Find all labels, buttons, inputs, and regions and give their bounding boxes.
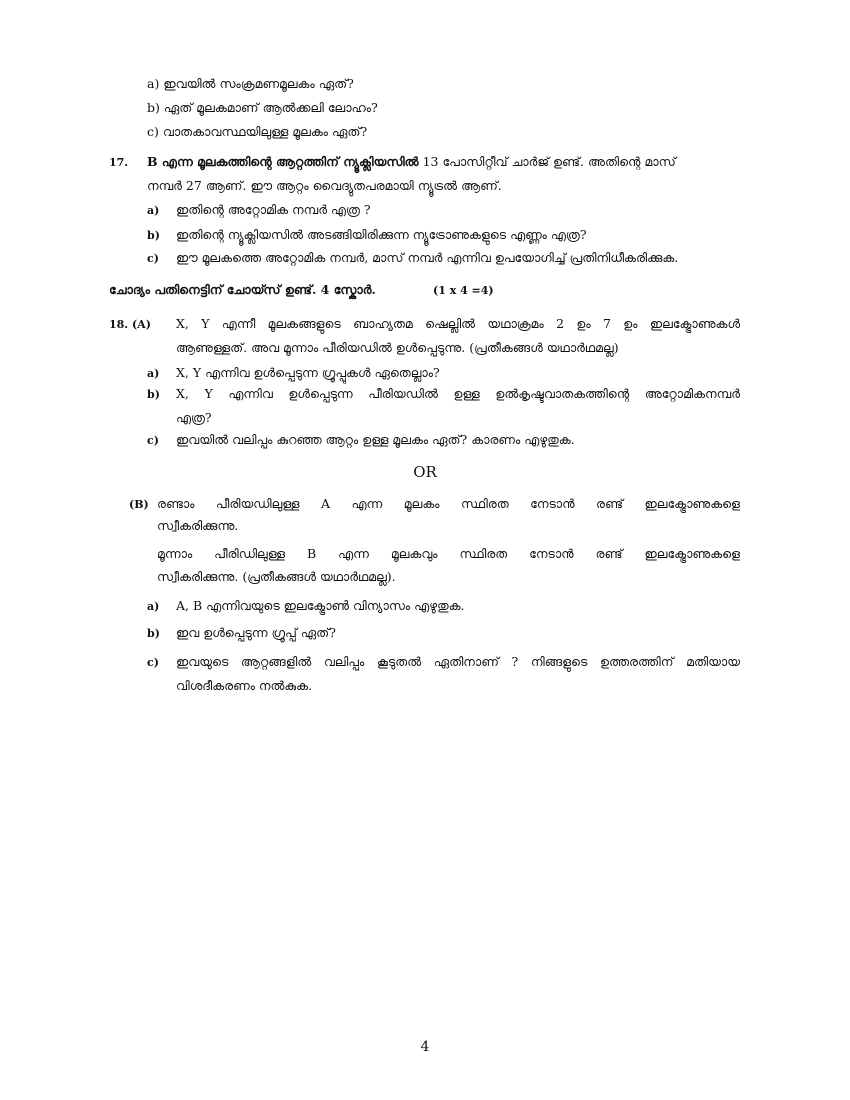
q18b-part-b-label: b) xyxy=(147,627,160,640)
q17-line1-rest: 13 പോസിറ്റീവ് ചാർജ് ഉണ്ട്. അതിന്റെ മാസ് xyxy=(418,154,676,169)
q18b-part-a-label: a) xyxy=(147,600,160,613)
part-text: ഇവയിൽ സംക്രമണമൂലകം ഏത്? xyxy=(163,76,354,91)
part-text: വാതകാവസ്ഥയിലുള്ള മൂലകം ഏത്? xyxy=(162,124,368,139)
q17-line1 xyxy=(147,154,676,170)
q17-part-a-label: a) xyxy=(147,204,160,217)
choice-score: (1 x 4 =4) xyxy=(433,284,494,297)
q18a-part-c-text: ഇവയിൽ വലിപ്പം കുറഞ്ഞ ആറ്റം ഉള്ള മൂലകം ഏത്? കാരണം എഴുതുക. xyxy=(176,432,575,447)
q17-part-b-label: b) xyxy=(147,229,160,242)
q17-part-c-label: c) xyxy=(147,252,159,265)
q18b-part-a-text: A, B എന്നിവയുടെ ഇലക്ട്രോൺ വിന്യാസം എഴുതുക. xyxy=(176,598,465,613)
q18a-line2: ആണുള്ളത്. അവ മൂന്നാം പീരിയഡിൽ ഉൾപ്പെടുന്നു. (പ്രതീകങ്ങൾ യഥാർഥമല്ല) xyxy=(176,340,619,355)
q16-part-c xyxy=(147,124,367,140)
q18b-para1-line2: സ്വീകരിക്കുന്നു. xyxy=(157,518,239,533)
q18b-part-c-cont: വിശദീകരണം നൽകുക. xyxy=(176,678,313,693)
part-label: c) xyxy=(147,124,159,139)
q18b-para2-line1: മൂന്നാം പീരിഡിലുള്ള B എന്ന മൂലകവും സ്ഥിരത നേടാൻ രണ്ട് ഇലക്ട്രോണുകളെ xyxy=(157,546,740,561)
q16-part-b xyxy=(147,100,378,116)
part-text: ഏത് മൂലകമാണ് ആൽക്കലി ലോഹം? xyxy=(163,100,378,115)
q18b-para2-line2: സ്വീകരിക്കുന്നു. (പ്രതീകങ്ങൾ യഥാർഥമല്ല). xyxy=(157,569,396,584)
q18b-label: (B) xyxy=(129,498,149,511)
q17-line2: നമ്പർ 27 ആണ്. ഈ ആറ്റം വൈദ്യുതപരമായി ന്യൂട്രൽ ആണ്. xyxy=(147,178,502,193)
or-divider: OR xyxy=(413,463,437,481)
choice-header: ചോദ്യം പതിനെട്ടിന് ചോയ്സ് ഉണ്ട്. 4 സ്കോർ. xyxy=(109,282,376,297)
q17-number: 17. xyxy=(109,156,129,169)
q18b-para1-line1: രണ്ടാം പീരിയഡിലുള്ള A എന്ന മൂലകം സ്ഥിരത നേടാൻ രണ്ട് ഇലക്ട്രോണുകളെ xyxy=(157,496,740,511)
part-label: b) xyxy=(147,100,160,115)
q17-part-c-text: ഈ മൂലകത്തെ അറ്റോമിക നമ്പർ, മാസ് നമ്പർ എന്നിവ ഉപയോഗിച്ച് പ്രതിനിധീകരിക്കുക. xyxy=(176,250,679,265)
q18a-part-c-label: c) xyxy=(147,434,159,447)
q17-part-b-text: ഇതിന്റെ ന്യൂക്ലിയസിൽ അടങ്ങിയിരിക്കുന്ന ന്യൂട്രോണുകളുടെ എണ്ണം എത്ര? xyxy=(176,227,587,242)
q18a-number: 18. (A) xyxy=(109,318,151,331)
q18a-part-b-label: b) xyxy=(147,388,160,401)
q18b-part-c-text: ഇവയുടെ ആറ്റങ്ങളിൽ വലിപ്പം കൂടുതൽ ഏതിനാണ് ? നിങ്ങളുടെ ഉത്തരത്തിന് മതിയായ xyxy=(176,654,740,669)
q16-part-a xyxy=(147,76,354,92)
q17-line1-bold: B എന്ന മൂലകത്തിന്റെ ആറ്റത്തിന് ന്യൂക്ലിയസിൽ xyxy=(147,154,419,169)
page-number: 4 xyxy=(420,1039,430,1055)
q18a-line1: X, Y എന്നീ മൂലകങ്ങളുടെ ബാഹ്യതമ ഷെല്ലിൽ യഥാക്രമം 2 ഉം 7 ഉം ഇലക്ട്രോണുകൾ xyxy=(176,316,740,331)
q18a-part-a-text: X, Y എന്നിവ ഉൾപ്പെടുന്ന ഗ്രൂപ്പുകൾ ഏതെല്ലാം? xyxy=(176,365,440,380)
q18b-part-c-label: c) xyxy=(147,656,159,669)
q18b-part-b-text: ഇവ ഉൾപ്പെടുന്ന ഗ്രൂപ്പ് ഏത്? xyxy=(176,625,336,640)
part-label: a) xyxy=(147,76,160,91)
q18a-part-b-text: X, Y എന്നിവ ഉൾപ്പെടുന്ന പീരിയഡിൽ ഉള്ള ഉൽകൃഷ്ടവാതകത്തിന്റെ അറ്റോമികനമ്പർ xyxy=(176,386,740,401)
q17-part-a-text: ഇതിന്റെ അറ്റോമിക നമ്പർ എത്ര ? xyxy=(176,202,371,217)
q18a-part-a-label: a) xyxy=(147,367,160,380)
q18a-part-b-cont: എത്ര? xyxy=(176,410,212,425)
